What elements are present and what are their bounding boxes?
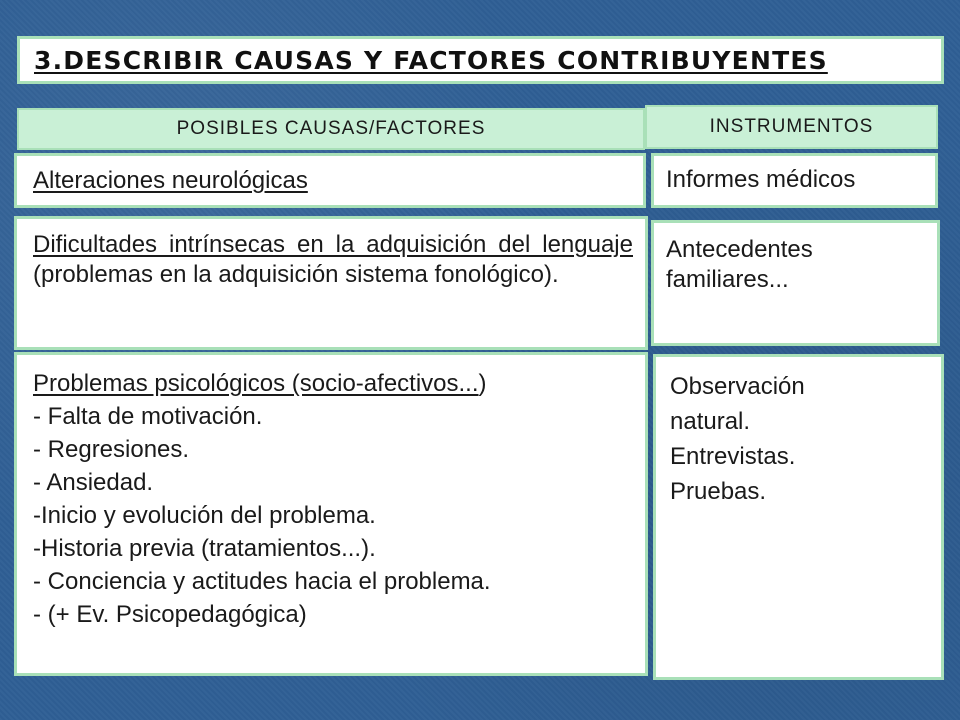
cause-2-text bbox=[33, 230, 633, 290]
cause-3-item: - Conciencia y actitudes hacia el problema. bbox=[33, 568, 491, 595]
instrument-2-line: Antecedentes bbox=[666, 236, 813, 263]
cause-2-rest: (problemas en la adquisición sistema fonológico). bbox=[33, 261, 559, 288]
cause-cell-3 bbox=[14, 352, 648, 676]
header-causes-label: POSIBLES CAUSAS/FACTORES bbox=[176, 118, 486, 139]
instrument-3-line: Entrevistas. bbox=[670, 443, 796, 470]
instrument-3-line: Pruebas. bbox=[670, 478, 767, 505]
cause-3-text bbox=[33, 367, 635, 631]
cause-3-item: -Inicio y evolución del problema. bbox=[33, 502, 376, 529]
instrument-cell-2 bbox=[651, 220, 940, 346]
instrument-1-text: Informes médicos bbox=[666, 166, 856, 193]
cause-3-suffix: ) bbox=[478, 370, 487, 397]
cause-2-underlined: Dificultades intrínsecas en la adquisición del lenguaje bbox=[33, 231, 633, 258]
slide-title: 3.DESCRIBIR CAUSAS Y FACTORES CONTRIBUYENTES bbox=[34, 45, 828, 75]
instrument-2-line: familiares... bbox=[666, 266, 789, 293]
cause-3-underlined: Problemas psicológicos (socio-afectivos... bbox=[33, 370, 479, 397]
instrument-cell-1 bbox=[651, 153, 938, 208]
instrument-3-line: Observación bbox=[670, 373, 805, 400]
header-instruments-label: INSTRUMENTOS bbox=[709, 116, 874, 137]
header-causes bbox=[17, 108, 645, 150]
cause-3-heading bbox=[33, 367, 635, 400]
cause-3-item: - (+ Ev. Psicopedagógica) bbox=[33, 601, 307, 628]
cause-3-item: - Ansiedad. bbox=[33, 469, 154, 496]
header-instruments bbox=[645, 105, 938, 149]
cause-3-item: - Falta de motivación. bbox=[33, 403, 263, 430]
cause-cell-2 bbox=[14, 216, 648, 350]
slide-title-box bbox=[17, 36, 944, 84]
cause-3-item: - Regresiones. bbox=[33, 436, 190, 463]
instrument-3-line: natural. bbox=[670, 408, 751, 435]
cause-cell-1 bbox=[14, 153, 646, 208]
instrument-3-text bbox=[670, 369, 941, 509]
cause-3-item: -Historia previa (tratamientos...). bbox=[33, 535, 376, 562]
instrument-2-text bbox=[666, 235, 937, 295]
instrument-cell-3 bbox=[653, 354, 944, 680]
cause-1-text: Alteraciones neurológicas bbox=[33, 167, 308, 194]
